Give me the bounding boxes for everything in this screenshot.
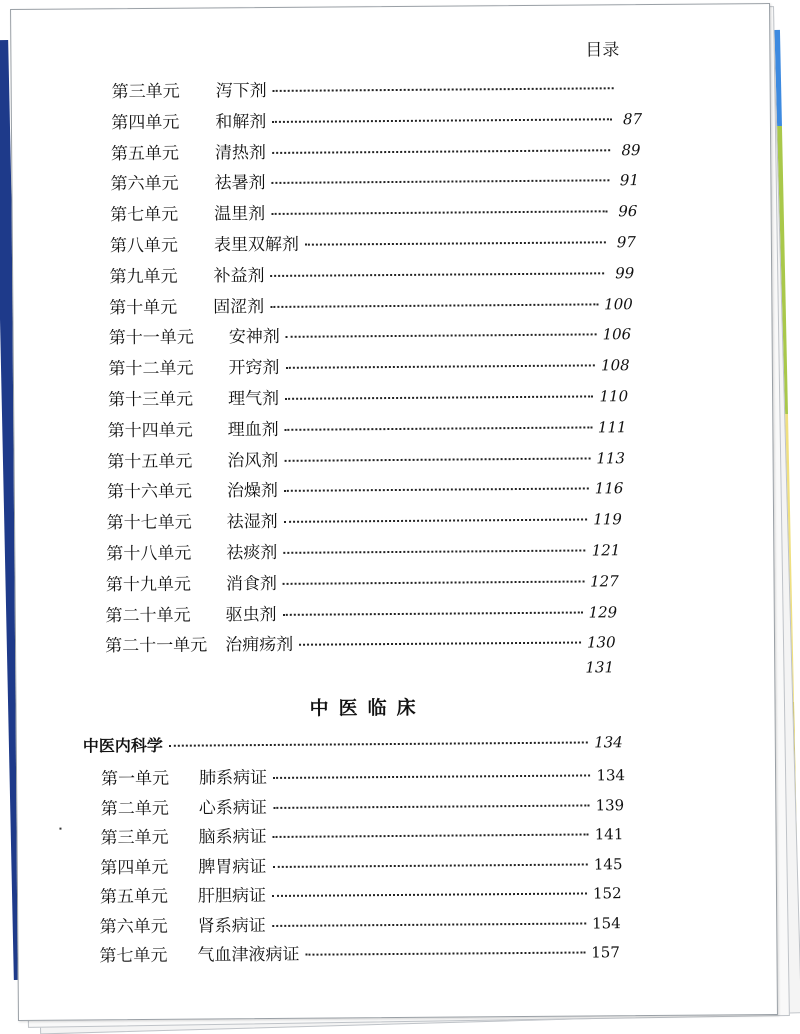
toc-entry-unit: 第四单元 (111, 112, 180, 134)
toc-entry-title: 安神剂 (228, 327, 280, 348)
toc-entry-title: 泻下剂 (215, 80, 267, 102)
leader-dots (272, 922, 586, 926)
toc-entry-unit: 第七单元 (99, 945, 168, 967)
toc-entry-unit: 第五单元 (99, 886, 169, 908)
toc-entry[interactable] (110, 165, 639, 193)
toc-entry[interactable] (107, 504, 622, 532)
toc-entry-page: 134 (596, 766, 626, 785)
toc-entry-page: 97 (616, 233, 636, 252)
toc-entry-unit: 第二十单元 (105, 605, 191, 626)
toc-entry-title: 消食剂 (225, 573, 278, 595)
toc-entry[interactable] (112, 73, 644, 101)
leader-dots (283, 580, 584, 584)
toc-entry[interactable] (111, 135, 641, 163)
leader-dots (169, 741, 588, 746)
toc-entry-title: 治风剂 (227, 450, 279, 471)
toc-entry-page: 127 (590, 572, 619, 591)
toc-entry[interactable] (105, 628, 616, 656)
toc-entry-unit: 第十三单元 (108, 389, 194, 411)
toc-entry-title: 中医内科学 (82, 735, 163, 756)
leader-dots (285, 395, 593, 399)
toc-entry-page: 106 (602, 325, 632, 344)
toc-entry-title: 固涩剂 (213, 296, 265, 318)
toc-main-entry[interactable] (83, 729, 623, 757)
leader-dots (285, 426, 592, 430)
toc-entry-unit: 第十七单元 (106, 512, 192, 534)
toc-entry-page: 91 (619, 171, 640, 190)
leader-dots (272, 149, 611, 154)
leader-dots (271, 272, 605, 277)
toc-entry[interactable] (108, 412, 627, 440)
toc-entry-page: 87 (622, 109, 643, 128)
toc-entry-page: 134 (594, 733, 623, 752)
toc-entry-title: 理气剂 (228, 388, 280, 410)
toc-entry-unit: 第三单元 (111, 81, 180, 103)
toc-entry-unit: 第九单元 (109, 266, 178, 288)
leader-dots (284, 519, 588, 523)
toc-entry-page: 111 (597, 417, 627, 437)
toc-entry[interactable] (100, 819, 623, 847)
toc-entry-title: 开窍剂 (228, 358, 280, 379)
toc-entry[interactable] (106, 566, 619, 594)
leader-dots (272, 118, 612, 123)
leader-dots (272, 892, 587, 896)
toc-entry-title: 表里双解剂 (213, 234, 299, 256)
toc-entry-title: 治痈疡剂 (225, 635, 294, 656)
toc-entry-unit: 第六单元 (99, 916, 168, 937)
toc-entry-page: 110 (599, 387, 629, 406)
toc-entry[interactable] (110, 227, 636, 255)
leader-dots (284, 488, 589, 492)
toc-entry-unit: 第十六单元 (106, 481, 193, 503)
toc-entry-unit: 第六单元 (110, 174, 179, 195)
toc-entry[interactable] (111, 104, 642, 132)
toc-entry-page: 157 (591, 943, 620, 962)
toc-entry[interactable] (109, 258, 634, 286)
toc-entry-title: 气血津液病证 (197, 944, 300, 966)
toc-entry-page: 145 (593, 854, 623, 873)
toc-entry-title: 祛湿剂 (226, 512, 278, 533)
toc-entry-page: 96 (618, 202, 638, 221)
toc-entry-page: 121 (591, 541, 621, 560)
toc-entry-page: 119 (593, 510, 622, 529)
toc-entry-unit: 第十九单元 (105, 574, 192, 596)
leader-dots (272, 180, 609, 185)
toc-entry-unit (105, 676, 209, 677)
toc-entry-title: 脑系病证 (198, 827, 267, 848)
toc-entry-unit: 第十二单元 (108, 358, 194, 380)
toc-page (10, 3, 778, 1021)
leader-dots (273, 774, 590, 778)
toc-entry-title: 脾胃病证 (198, 856, 267, 878)
toc-entry[interactable] (100, 849, 622, 877)
toc-entry-unit: 第十一单元 (108, 327, 194, 349)
leader-dots (283, 611, 583, 615)
toc-entry-unit: 第七单元 (110, 204, 179, 226)
toc-entry-page: 131 (585, 658, 615, 677)
toc-entry[interactable] (105, 597, 617, 625)
leader-dots (284, 457, 590, 461)
page-header: 目录 (585, 40, 620, 61)
toc-entry[interactable] (100, 878, 622, 906)
toc-entry-page: 116 (594, 479, 624, 498)
toc-entry-unit: 第十八单元 (106, 543, 192, 565)
leader-dots (299, 642, 581, 646)
toc-entry-unit: 第二十一单元 (105, 635, 208, 657)
toc-entry-page: 100 (604, 294, 633, 313)
toc-entry-title: 肺系病证 (199, 768, 268, 789)
leader-dots (272, 863, 588, 867)
leader-dots (273, 87, 614, 92)
toc-entry-title: 清热剂 (214, 142, 267, 163)
toc-entry-title: 肝胆病证 (197, 886, 267, 907)
toc-entry-unit: 第一单元 (101, 768, 170, 790)
toc-entry[interactable] (100, 908, 621, 936)
toc-entry-title: 心系病证 (198, 797, 267, 819)
toc-entry-unit: 第三单元 (100, 827, 169, 849)
toc-entry-page: 130 (586, 633, 616, 652)
leader-dots (273, 833, 589, 837)
leader-dots (286, 334, 597, 338)
toc-entry[interactable] (105, 658, 614, 686)
leader-dots (271, 211, 607, 216)
toc-entry[interactable] (106, 535, 620, 563)
toc-entry-page: 154 (592, 913, 621, 932)
toc-entry-title: 治燥剂 (226, 481, 279, 502)
toc-entry[interactable] (99, 937, 620, 965)
toc-entry-title: 祛痰剂 (226, 542, 278, 564)
toc-entry-unit: 第五单元 (110, 143, 180, 164)
toc-entry-page: 89 (621, 140, 641, 159)
toc-entry-page: 152 (592, 884, 622, 903)
toc-entry-title: 驱虫剂 (225, 604, 277, 625)
toc-entry[interactable] (110, 196, 637, 224)
toc-entry-title: 补益剂 (213, 265, 265, 287)
toc-entry-title: 和解剂 (215, 111, 267, 133)
toc-entry-title: 祛暑剂 (214, 173, 266, 194)
toc-entry-unit: 第十单元 (109, 297, 178, 318)
leader-dots (270, 303, 598, 308)
toc-entry-unit: 第十四单元 (107, 420, 193, 442)
toc-entry[interactable] (109, 289, 633, 317)
toc-entry-unit: 第四单元 (100, 857, 169, 878)
leader-dots (305, 952, 585, 956)
leader-dots (283, 549, 585, 553)
toc-entry-unit: 第二单元 (100, 798, 169, 819)
toc-entry-page: 99 (615, 263, 635, 283)
leader-dots (273, 804, 590, 808)
toc-entry[interactable] (107, 443, 625, 471)
toc-entry-title: 理血剂 (227, 419, 279, 441)
toc-entry-title: 温里剂 (214, 204, 266, 225)
toc-entry-page: 141 (594, 825, 624, 844)
toc-entry-unit: 第八单元 (109, 235, 178, 257)
toc-entry[interactable] (108, 381, 628, 409)
leader-dots (285, 365, 595, 369)
toc-entry-page: 129 (588, 602, 618, 622)
toc-entry-page: 108 (600, 356, 630, 375)
leader-dots (305, 241, 606, 245)
toc-entry[interactable] (108, 350, 629, 378)
toc-entry-page: 139 (595, 795, 625, 814)
speck (59, 828, 61, 830)
toc-entry[interactable] (101, 790, 625, 818)
toc-entry-title: 肾系病证 (197, 915, 266, 937)
toc-entry[interactable] (101, 760, 625, 788)
toc-entry[interactable] (107, 474, 624, 502)
toc-entry[interactable] (109, 320, 632, 348)
section-title: 中医临床 (309, 696, 426, 720)
toc-entry-page: 113 (596, 448, 626, 468)
toc-entry-unit: 第十五单元 (107, 451, 193, 472)
